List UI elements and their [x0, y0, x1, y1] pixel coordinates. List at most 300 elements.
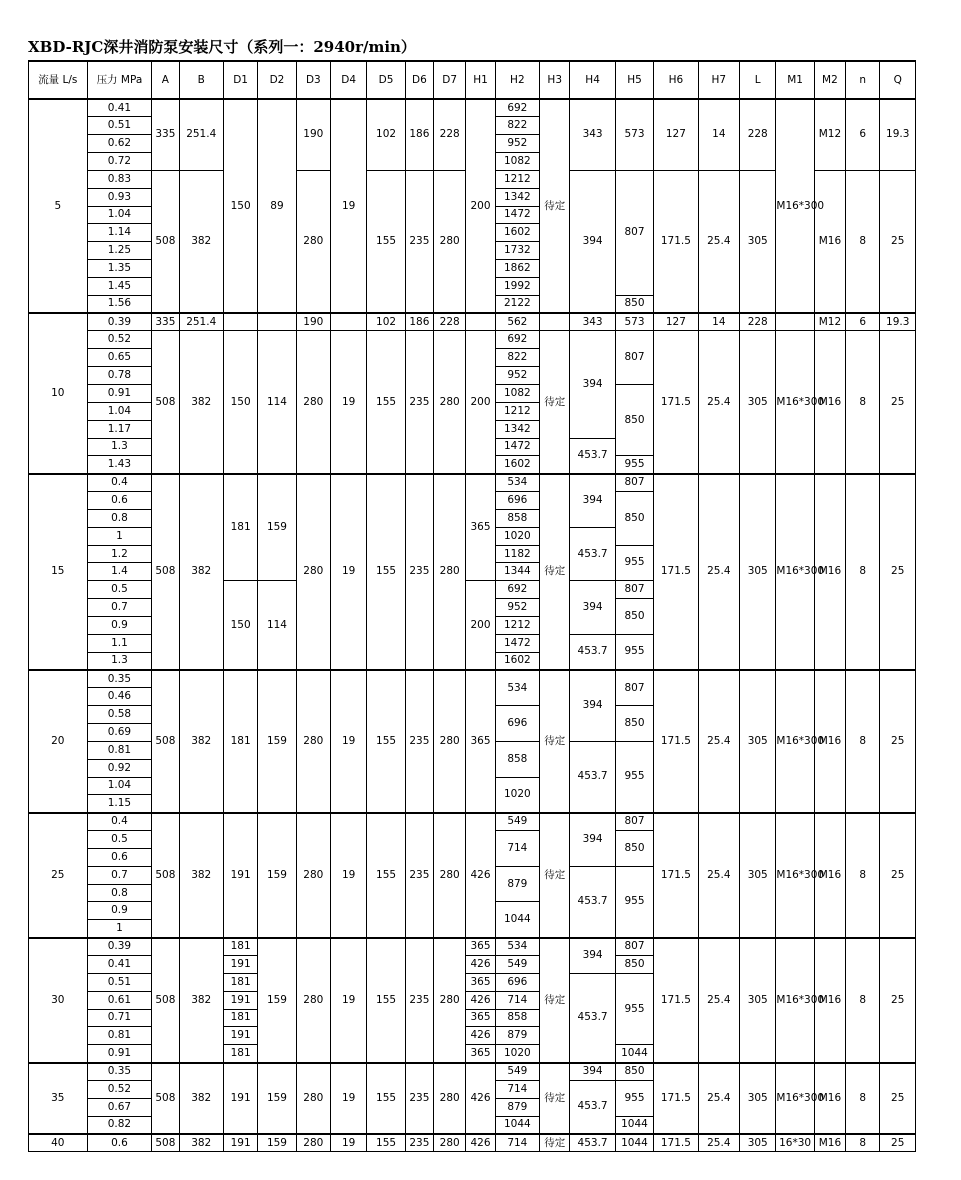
- cell-d5: 155: [367, 1063, 405, 1134]
- cell-q: 25: [880, 670, 916, 813]
- cell-m2: M16: [814, 938, 845, 1063]
- cell-h7: 25.4: [698, 670, 739, 813]
- cell-h4: 343: [570, 313, 615, 331]
- cell-m2: M16: [814, 1063, 845, 1134]
- cell-d6: 235: [405, 474, 433, 670]
- cell-pressure: 1.35: [87, 260, 152, 278]
- cell-h5: 1044: [615, 1116, 653, 1134]
- cell-m2: M16: [814, 331, 845, 474]
- cell-h1: 365: [466, 973, 495, 991]
- cell-q: 25: [880, 474, 916, 670]
- header-cell: L: [740, 61, 776, 99]
- cell-h2: 692: [495, 99, 539, 117]
- cell-pressure: 0.81: [87, 741, 152, 759]
- cell-l: 305: [740, 331, 776, 474]
- cell-d7: 228: [434, 99, 466, 170]
- cell-d1: 191: [223, 991, 257, 1009]
- cell-h1: 200: [466, 581, 495, 670]
- cell-h2: 1082: [495, 153, 539, 171]
- cell-h5: 807: [615, 670, 653, 706]
- cell-h2: 879: [495, 1098, 539, 1116]
- cell-n: 8: [846, 670, 880, 813]
- cell-pressure: 0.78: [87, 367, 152, 385]
- cell-h2: 714: [495, 1134, 539, 1152]
- cell-h4: 394: [570, 938, 615, 974]
- cell-b: 251.4: [179, 313, 223, 331]
- cell-pressure: 0.39: [87, 313, 152, 331]
- cell-m1: M16*300: [776, 331, 814, 474]
- cell-h1: 426: [466, 991, 495, 1009]
- cell-d5: 155: [367, 813, 405, 938]
- cell-h5: 807: [615, 938, 653, 956]
- cell-pressure: 0.6: [87, 492, 152, 510]
- cell-h6: 127: [654, 99, 698, 170]
- header-cell: M1: [776, 61, 814, 99]
- cell-q: 25: [880, 1134, 916, 1152]
- cell-d1: 191: [223, 1063, 257, 1134]
- cell-d1: 181: [223, 1045, 257, 1063]
- cell-h6: 171.5: [654, 1063, 698, 1134]
- cell-h3: [540, 313, 570, 331]
- cell-h5: 850: [615, 831, 653, 867]
- cell-d7: 280: [434, 1063, 466, 1134]
- cell-h2: 1602: [495, 456, 539, 474]
- cell-h2: 696: [495, 706, 539, 742]
- cell-h2: 858: [495, 741, 539, 777]
- cell-d7: 228: [434, 313, 466, 331]
- cell-m2: M12: [814, 313, 845, 331]
- cell-d4: [331, 313, 367, 331]
- cell-h5: 850: [615, 706, 653, 742]
- cell-d7: 280: [434, 331, 466, 474]
- cell-d3: 280: [296, 670, 330, 813]
- cell-d6: 186: [405, 313, 433, 331]
- table-row: [29, 331, 916, 349]
- cell-h1: [466, 313, 495, 331]
- header-cell: M2: [814, 61, 845, 99]
- cell-h4: 394: [570, 670, 615, 741]
- header-cell: D7: [434, 61, 466, 99]
- cell-d4: 19: [331, 670, 367, 813]
- header-cell: A: [152, 61, 179, 99]
- cell-h5: 955: [615, 973, 653, 1044]
- header-cell: H1: [466, 61, 495, 99]
- cell-h2: 1602: [495, 224, 539, 242]
- cell-n: 8: [846, 170, 880, 313]
- cell-h1: 365: [466, 474, 495, 581]
- header-cell: D5: [367, 61, 405, 99]
- cell-h4: 394: [570, 813, 615, 867]
- cell-h2: 1732: [495, 242, 539, 260]
- cell-h5: 955: [615, 866, 653, 937]
- cell-d3: 280: [296, 170, 330, 313]
- cell-b: 382: [179, 331, 223, 474]
- cell-d5: 155: [367, 474, 405, 670]
- cell-h1: 365: [466, 670, 495, 813]
- table-row: [29, 474, 916, 492]
- cell-a: 508: [152, 670, 179, 813]
- cell-flow: 20: [29, 670, 88, 813]
- cell-h2: 1020: [495, 1045, 539, 1063]
- cell-pressure: 0.67: [87, 1098, 152, 1116]
- cell-m1: M16*300: [776, 938, 814, 1063]
- cell-pressure: 0.51: [87, 973, 152, 991]
- cell-a: 508: [152, 938, 179, 1063]
- cell-pressure: 0.41: [87, 99, 152, 117]
- cell-h2: 1212: [495, 616, 539, 634]
- cell-pressure: 0.5: [87, 831, 152, 849]
- cell-h2: 1472: [495, 206, 539, 224]
- cell-pressure: 1.25: [87, 242, 152, 260]
- cell-h4: 453.7: [570, 741, 615, 812]
- cell-h2: 1044: [495, 902, 539, 938]
- cell-q: 25: [880, 331, 916, 474]
- cell-q: 25: [880, 170, 916, 313]
- cell-pressure: 1.45: [87, 277, 152, 295]
- cell-pressure: 1.04: [87, 402, 152, 420]
- cell-d3: 280: [296, 331, 330, 474]
- cell-h3: 待定: [540, 670, 570, 813]
- cell-d2: [258, 313, 296, 331]
- cell-h2: 858: [495, 1009, 539, 1027]
- cell-l: 305: [740, 670, 776, 813]
- cell-b: 382: [179, 938, 223, 1063]
- cell-h3: 待定: [540, 99, 570, 313]
- cell-h2: 692: [495, 331, 539, 349]
- cell-h5: 807: [615, 813, 653, 831]
- cell-h2: 879: [495, 1027, 539, 1045]
- cell-pressure: 1.1: [87, 634, 152, 652]
- cell-h4: 394: [570, 331, 615, 438]
- cell-b: 382: [179, 170, 223, 313]
- table-row: [29, 313, 916, 331]
- cell-h2: 858: [495, 509, 539, 527]
- cell-d1: 181: [223, 474, 257, 581]
- cell-h4: 394: [570, 581, 615, 635]
- cell-h2: 879: [495, 866, 539, 902]
- cell-a: 335: [152, 313, 179, 331]
- cell-h2: 534: [495, 474, 539, 492]
- cell-pressure: 1.15: [87, 795, 152, 813]
- cell-pressure: 0.61: [87, 991, 152, 1009]
- cell-pressure: 0.72: [87, 153, 152, 171]
- header-cell: B: [179, 61, 223, 99]
- cell-m1: [776, 313, 814, 331]
- cell-h4: 453.7: [570, 527, 615, 581]
- cell-flow: 35: [29, 1063, 88, 1134]
- header-cell: Q: [880, 61, 916, 99]
- cell-d2: 114: [258, 331, 296, 474]
- cell-b: 382: [179, 670, 223, 813]
- cell-pressure: 0.51: [87, 117, 152, 135]
- cell-d5: 102: [367, 313, 405, 331]
- cell-flow: 30: [29, 938, 88, 1063]
- cell-b: 382: [179, 1063, 223, 1134]
- cell-h2: 562: [495, 313, 539, 331]
- cell-pressure: 1.3: [87, 438, 152, 456]
- cell-d1: 150: [223, 331, 257, 474]
- cell-h5: 807: [615, 331, 653, 385]
- cell-pressure: 0.6: [87, 848, 152, 866]
- cell-h1: 426: [466, 1027, 495, 1045]
- cell-d1: 191: [223, 813, 257, 938]
- cell-a: 335: [152, 99, 179, 170]
- cell-m2: M16: [814, 813, 845, 938]
- cell-m2: M16: [814, 474, 845, 670]
- cell-h4: 453.7: [570, 1134, 615, 1152]
- cell-d7: 280: [434, 938, 466, 1063]
- cell-h7: 14: [698, 313, 739, 331]
- cell-pressure: 1.4: [87, 563, 152, 581]
- page-title: XBD-RJC深井消防泵安装尺寸（系列一：2940r/min）: [28, 38, 416, 56]
- cell-pressure: 0.9: [87, 902, 152, 920]
- cell-d2: 159: [258, 1134, 296, 1152]
- cell-h5: 1044: [615, 1045, 653, 1063]
- cell-h1: 365: [466, 1009, 495, 1027]
- cell-h5: 850: [615, 1063, 653, 1081]
- cell-d6: 235: [405, 1134, 433, 1152]
- cell-h2: 952: [495, 599, 539, 617]
- cell-d7: 280: [434, 474, 466, 670]
- cell-h3: 待定: [540, 1063, 570, 1134]
- cell-d6: 186: [405, 99, 433, 170]
- cell-pressure: 0.35: [87, 670, 152, 688]
- cell-d4: 19: [331, 474, 367, 670]
- cell-h5: 573: [615, 99, 653, 170]
- cell-h2: 549: [495, 1063, 539, 1081]
- cell-d2: 159: [258, 474, 296, 581]
- header-cell: H4: [570, 61, 615, 99]
- cell-pressure: 1: [87, 920, 152, 938]
- cell-h5: 850: [615, 492, 653, 546]
- cell-h3: 待定: [540, 938, 570, 1063]
- cell-h6: 171.5: [654, 1134, 698, 1152]
- header-cell: 流量 L/s: [29, 61, 88, 99]
- cell-d2: 159: [258, 938, 296, 1063]
- cell-d3: 280: [296, 474, 330, 670]
- cell-h3: 待定: [540, 1134, 570, 1152]
- cell-l: 228: [740, 99, 776, 170]
- cell-h2: 1082: [495, 385, 539, 403]
- cell-q: 25: [880, 1063, 916, 1134]
- cell-d5: 155: [367, 170, 405, 313]
- cell-pressure: 1: [87, 527, 152, 545]
- cell-pressure: 1.17: [87, 420, 152, 438]
- cell-d1: 181: [223, 1009, 257, 1027]
- table-body: [29, 99, 916, 1152]
- cell-h6: 171.5: [654, 331, 698, 474]
- cell-pressure: 1.3: [87, 652, 152, 670]
- cell-h2: 549: [495, 813, 539, 831]
- cell-l: 228: [740, 313, 776, 331]
- cell-m2: M16: [814, 170, 845, 313]
- header-cell: n: [846, 61, 880, 99]
- dimension-table-wrapper: [28, 60, 916, 1152]
- cell-h3: 待定: [540, 474, 570, 670]
- cell-h7: 25.4: [698, 938, 739, 1063]
- cell-pressure: 0.71: [87, 1009, 152, 1027]
- cell-pressure: 0.39: [87, 938, 152, 956]
- cell-h4: 453.7: [570, 1080, 615, 1134]
- header-row: [29, 61, 916, 99]
- cell-h2: 1212: [495, 402, 539, 420]
- cell-h5: 955: [615, 456, 653, 474]
- cell-pressure: 0.83: [87, 170, 152, 188]
- cell-h2: 696: [495, 492, 539, 510]
- cell-h7: 25.4: [698, 1063, 739, 1134]
- cell-d6: 235: [405, 331, 433, 474]
- header-cell: 压力 MPa: [87, 61, 152, 99]
- cell-d2: 159: [258, 813, 296, 938]
- cell-pressure: 0.46: [87, 688, 152, 706]
- cell-h2: 1020: [495, 527, 539, 545]
- cell-d2: 114: [258, 581, 296, 670]
- cell-m1: M16*300: [776, 813, 814, 938]
- cell-pressure: 0.93: [87, 188, 152, 206]
- cell-b: 251.4: [179, 99, 223, 170]
- cell-pressure: 0.35: [87, 1063, 152, 1081]
- cell-pressure: 0.69: [87, 724, 152, 742]
- cell-h4: 453.7: [570, 634, 615, 670]
- table-row: [29, 813, 916, 831]
- cell-m2: M12: [814, 99, 845, 170]
- cell-h2: 534: [495, 670, 539, 706]
- table-row: [29, 1134, 916, 1152]
- cell-h7: 25.4: [698, 1134, 739, 1152]
- cell-pressure: 1.56: [87, 295, 152, 313]
- cell-d3: 280: [296, 1134, 330, 1152]
- cell-h1: 365: [466, 1045, 495, 1063]
- cell-q: 19.3: [880, 99, 916, 170]
- cell-h3: 待定: [540, 331, 570, 474]
- cell-h2: 952: [495, 135, 539, 153]
- cell-a: 508: [152, 813, 179, 938]
- cell-d7: 280: [434, 170, 466, 313]
- cell-h4: 394: [570, 474, 615, 528]
- header-cell: D1: [223, 61, 257, 99]
- cell-pressure: 0.4: [87, 474, 152, 492]
- cell-flow: 15: [29, 474, 88, 670]
- cell-a: 508: [152, 1134, 179, 1152]
- cell-h4: 343: [570, 99, 615, 170]
- cell-pressure: 0.4: [87, 813, 152, 831]
- header-cell: H3: [540, 61, 570, 99]
- cell-h2: 1862: [495, 260, 539, 278]
- cell-d7: 280: [434, 670, 466, 813]
- cell-h2: 1044: [495, 1116, 539, 1134]
- cell-h4: 453.7: [570, 866, 615, 937]
- cell-pressure: 1.2: [87, 545, 152, 563]
- cell-l: 305: [740, 938, 776, 1063]
- cell-pressure: 0.7: [87, 599, 152, 617]
- cell-h7: 25.4: [698, 813, 739, 938]
- cell-h1: 426: [466, 813, 495, 938]
- cell-d1: 191: [223, 1134, 257, 1152]
- cell-h5: 955: [615, 634, 653, 670]
- cell-h4: 453.7: [570, 438, 615, 474]
- cell-h5: 1044: [615, 1134, 653, 1152]
- cell-h2: 822: [495, 349, 539, 367]
- cell-pressure: 0.65: [87, 349, 152, 367]
- cell-h5: 807: [615, 170, 653, 295]
- cell-h3: 待定: [540, 813, 570, 938]
- cell-h2: 822: [495, 117, 539, 135]
- cell-pressure: 0.41: [87, 956, 152, 974]
- cell-d1: 181: [223, 973, 257, 991]
- cell-h5: 955: [615, 1080, 653, 1116]
- cell-l: 305: [740, 813, 776, 938]
- cell-pressure: 0.92: [87, 759, 152, 777]
- cell-n: 8: [846, 474, 880, 670]
- cell-d3: 280: [296, 813, 330, 938]
- cell-d5: 155: [367, 1134, 405, 1152]
- header-cell: H6: [654, 61, 698, 99]
- cell-h5: 955: [615, 545, 653, 581]
- cell-d6: 235: [405, 813, 433, 938]
- cell-d2: 159: [258, 1063, 296, 1134]
- cell-pressure: 1.43: [87, 456, 152, 474]
- cell-h1: 365: [466, 938, 495, 956]
- cell-h4: 394: [570, 170, 615, 313]
- cell-l: 305: [740, 170, 776, 313]
- cell-m1: M16*300: [776, 474, 814, 670]
- cell-d3: 280: [296, 938, 330, 1063]
- cell-h6: 171.5: [654, 938, 698, 1063]
- cell-d3: 190: [296, 313, 330, 331]
- cell-d2: 89: [258, 99, 296, 313]
- cell-pressure: 0.91: [87, 1045, 152, 1063]
- cell-h5: 573: [615, 313, 653, 331]
- cell-d7: 280: [434, 1134, 466, 1152]
- cell-pressure: 0.52: [87, 331, 152, 349]
- cell-d1: 191: [223, 1027, 257, 1045]
- cell-d5: 102: [367, 99, 405, 170]
- cell-h1: 200: [466, 331, 495, 474]
- cell-h2: 692: [495, 581, 539, 599]
- cell-l: 305: [740, 1134, 776, 1152]
- cell-flow: 40: [29, 1134, 88, 1152]
- cell-h1: 426: [466, 956, 495, 974]
- table-row: [29, 1063, 916, 1081]
- cell-a: 508: [152, 170, 179, 313]
- cell-q: 25: [880, 813, 916, 938]
- cell-h2: 1020: [495, 777, 539, 813]
- cell-h6: 171.5: [654, 670, 698, 813]
- dimension-table: [28, 60, 916, 1152]
- cell-h2: 952: [495, 367, 539, 385]
- header-cell: H2: [495, 61, 539, 99]
- cell-b: 382: [179, 813, 223, 938]
- cell-pressure: 0.62: [87, 135, 152, 153]
- cell-h6: 171.5: [654, 170, 698, 313]
- cell-d2: 159: [258, 670, 296, 813]
- cell-pressure: 1.14: [87, 224, 152, 242]
- cell-d6: 235: [405, 1063, 433, 1134]
- cell-h1: 426: [466, 1134, 495, 1152]
- header-cell: H5: [615, 61, 653, 99]
- cell-pressure: 0.7: [87, 866, 152, 884]
- header-cell: D3: [296, 61, 330, 99]
- cell-h2: 1342: [495, 420, 539, 438]
- cell-m1: 16*30: [776, 1134, 814, 1152]
- cell-d1: [223, 313, 257, 331]
- cell-n: 8: [846, 938, 880, 1063]
- cell-d6: 235: [405, 170, 433, 313]
- cell-pressure: 0.81: [87, 1027, 152, 1045]
- table-row: [29, 938, 916, 956]
- cell-a: 508: [152, 331, 179, 474]
- cell-d7: 280: [434, 813, 466, 938]
